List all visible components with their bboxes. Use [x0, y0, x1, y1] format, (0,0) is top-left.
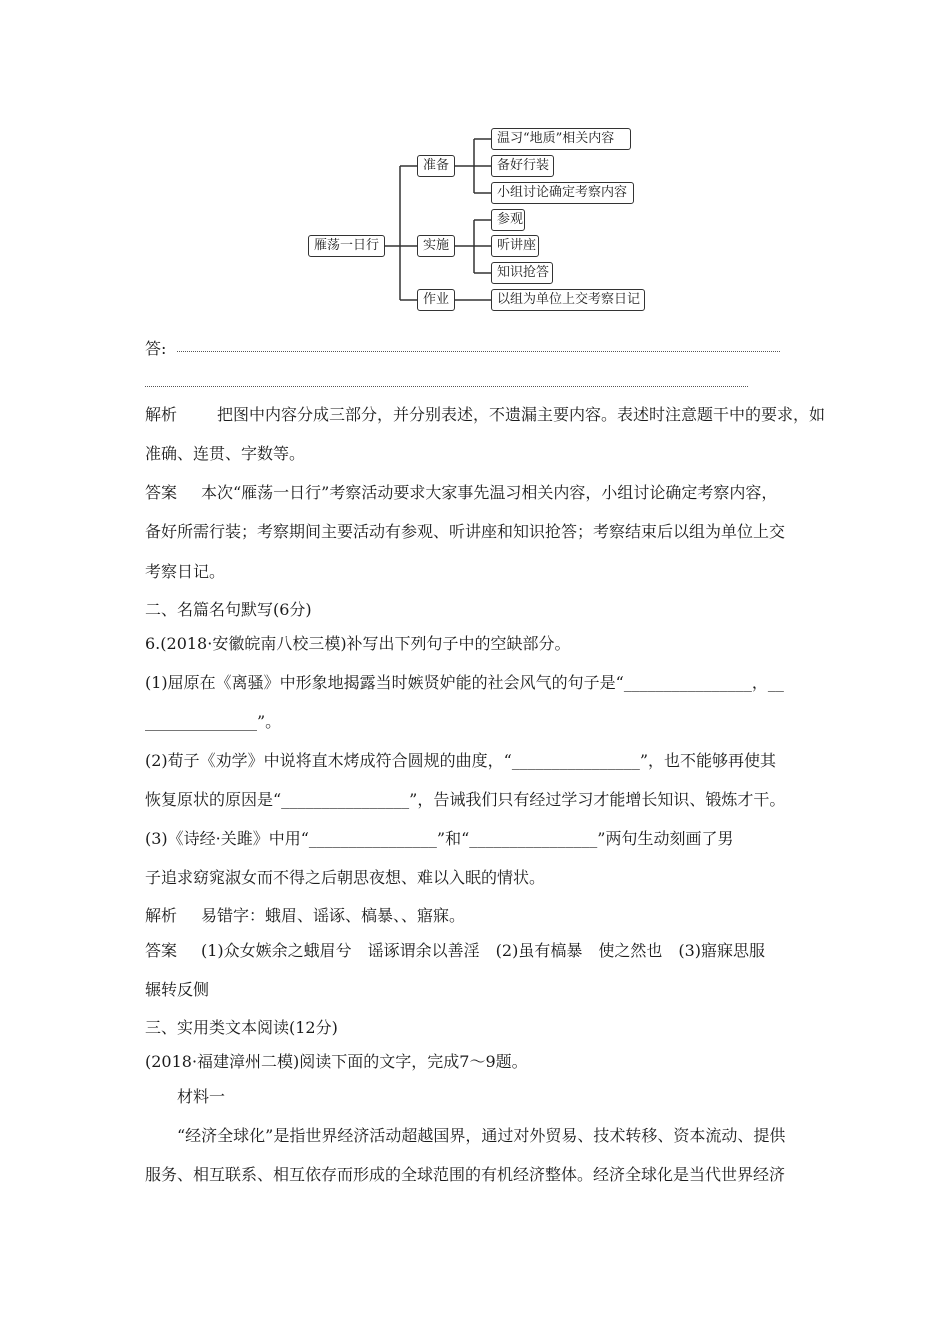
question-item: 子追求窈窕淑女而不得之后朝思夜想、难以入眠的情状。 [145, 868, 546, 887]
answer-prompt: 答: [145, 339, 167, 358]
analysis-text: 把图中内容分成三部分，并分别表述，不遗漏主要内容。表述时注意题干中的要求，如 [217, 405, 826, 424]
question-item: (2)荀子《劝学》中说将直木烤成符合圆规的曲度，“________________”，也不能够再使其 [145, 751, 777, 770]
analysis-text: 易错字：蛾眉、谣诼、槁暴、、寤寐。 [201, 906, 466, 925]
diagram-leaf-node: 听讲座 [491, 235, 539, 257]
diagram-leaf-node: 备好行装 [491, 155, 554, 177]
diagram-leaf-node: 以组为单位上交考察日记 [491, 289, 645, 311]
answer-text: 本次“雁荡一日行”考察活动要求大家事先温习相关内容，小组讨论确定考察内容， [201, 483, 778, 502]
question-item: (3)《诗经·关雎》中用“________________”和“________________”两句生动刻画了男 [145, 829, 734, 848]
question-item: 恢复原状的原因是“________________”，告诫我们只有经过学习才能增长知识、锻炼才干。 [145, 790, 786, 809]
question-item: ______________”。 [145, 712, 282, 731]
diagram-leaf-node: 小组讨论确定考察内容 [491, 182, 634, 204]
diagram-leaf-node: 温习“地质”相关内容 [491, 128, 631, 150]
answer-text: (1)众女嫉余之蛾眉兮 谣诼谓余以善淫 (2)虽有槁暴 使之然也 (3)寤寐思服 [201, 941, 765, 960]
diagram-branch-node: 准备 [417, 155, 455, 177]
answer-text: 备好所需行装；考察期间主要活动有参观、听讲座和知识抢答；考察结束后以组为单位上交 [145, 522, 786, 541]
answer-blank-line[interactable] [177, 351, 780, 352]
diagram-branch-node: 作业 [417, 289, 455, 311]
question-stem: 6.(2018·安徽皖南八校三模)补写出下列句子中的空缺部分。 [145, 634, 571, 653]
answer-text: 考察日记。 [145, 562, 226, 581]
analysis-label: 解析 [145, 906, 178, 925]
question-item: (1)屈原在《离骚》中形象地揭露当时嫉贤妒能的社会风气的句子是“________________，__ [145, 673, 784, 692]
diagram-leaf-node: 参观 [491, 209, 525, 231]
diagram-leaf-node: 知识抢答 [491, 262, 553, 284]
analysis-label: 解析 [145, 405, 178, 424]
answer-label: 答案 [145, 483, 178, 502]
paragraph-text: 服务、相互联系、相互依存而形成的全球范围的有机经济整体。经济全球化是当代世界经济 [145, 1165, 786, 1184]
section-title: 三、实用类文本阅读(12分) [145, 1018, 338, 1037]
analysis-text: 准确、连贯、字数等。 [145, 444, 306, 463]
diagram-root-node: 雁荡一日行 [308, 235, 385, 257]
section-title: 二、名篇名句默写(6分) [145, 600, 312, 619]
question-stem: (2018·福建漳州二模)阅读下面的文字，完成7～9题。 [145, 1052, 528, 1071]
answer-label: 答案 [145, 941, 178, 960]
diagram-branch-node: 实施 [417, 235, 455, 257]
material-title: 材料一 [177, 1087, 226, 1106]
paragraph-text: “经济全球化”是指世界经济活动超越国界，通过对外贸易、技术转移、资本流动、提供 [177, 1126, 786, 1145]
answer-text: 辗转反侧 [145, 980, 210, 999]
answer-blank-line[interactable] [145, 386, 748, 387]
diagram-connectors [0, 0, 950, 330]
